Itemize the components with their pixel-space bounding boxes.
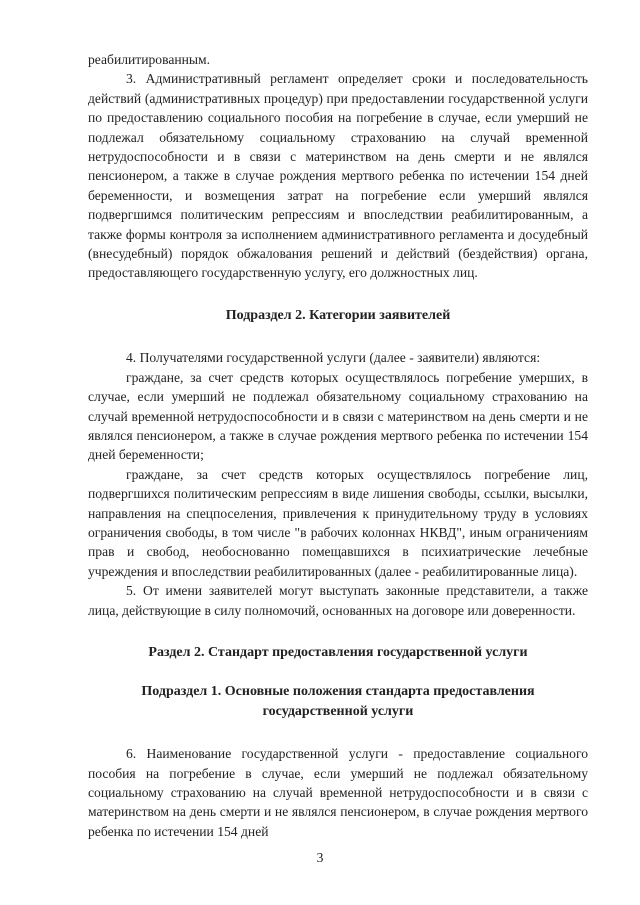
page-number: 3 — [316, 850, 324, 865]
paragraph-4: 4. Получателями государственной услуги (далее - заявители) являются: — [126, 350, 541, 366]
paragraph-5: 5. От имени заявителей могут выступать законные представители, а также лица, действующие в силу полномочий, основанных на договоре или доверенности. — [88, 583, 588, 618]
paragraph-6: 6. Наименование государственной услуги - предоставление социального пособия на погребение в случае, если умерший не подлежал обязательному социальному страхованию на случай временной нетрудоспособности и в связи с материнством на день смерти и не являлся пенсионером, в случае рождения мертвого ребенка по истечении 154 дней — [88, 746, 588, 839]
paragraph-4-item-2: граждане, за счет средств которых осуществлялось погребение лиц, подвергшихся политическим репрессиям в виде лишения свободы, ссылки, высылки, направления на спецпоселения, привлечения к принудительному труду в условиях ограничения свободы, в том числе "в рабочих колоннах НКВД", иным ограничениям прав и свобод, необоснованно помещавшихся в психиатрические лечебные учреждения и впоследствии реабилитированных (далее - реабилитированные лица). — [88, 466, 588, 579]
subsection-2-heading: Подраздел 2. Категории заявителей — [225, 307, 451, 323]
paragraph-4-item-1: граждане, за счет средств которых осуществлялось погребение умерших, в случае, если умерший не подлежал обязательному социальному страхованию на случай временной нетрудоспособности и в связи с материнством на день смерти и не являлся пенсионером, а также в случае рождения мертвого ребенка по истечении 154 дней беременности; — [88, 369, 588, 463]
paragraph-3: 3. Административный регламент определяет сроки и последовательность действий (административных процедур) при предоставлении государственной услуги по предоставлению социального пособия на погребение в случае, если умерший не подлежал обязательному социальному страхованию на случай временной нетрудоспособности и в связи с материнством на день смерти и не являлся пенсионером, а также в случае рождения мертвого ребенка по истечении 154 дней беременности, и возмещения затрат на погребение если умерший являлся подвергшимся политическим репрессиям и впоследствии реабилитированным, а также формы контроля за исполнением административного регламента и досудебный (внесудебный) порядок обжалования решений и действий (бездействия) органа, предоставляющего государственную услугу, его должностных лиц. — [88, 71, 588, 281]
paragraph-continuation: реабилитированным. — [88, 52, 211, 67]
section-2-heading: Раздел 2. Стандарт предоставления государственной услуги — [148, 644, 528, 660]
subsection-1-heading: Подраздел 1. Основные положения стандарта предоставления государственной услуги — [141, 684, 535, 719]
